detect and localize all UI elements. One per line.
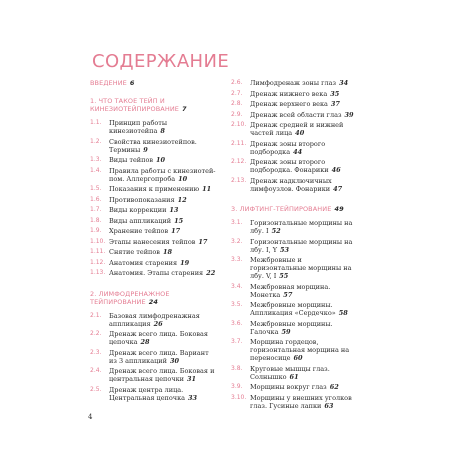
entry-title: Лимфодренаж зоны глаз bbox=[250, 79, 337, 87]
entry-page-number: 46 bbox=[331, 166, 341, 174]
entry-text bbox=[109, 238, 218, 246]
spacer bbox=[90, 280, 218, 290]
entry-text bbox=[250, 79, 359, 87]
toc-entry[interactable] bbox=[90, 119, 218, 135]
entry-text bbox=[250, 140, 359, 156]
toc-entry[interactable] bbox=[231, 90, 359, 98]
entry-text bbox=[250, 219, 359, 235]
entry-page-number: 11 bbox=[202, 185, 212, 193]
entry-text bbox=[250, 238, 359, 254]
entry-title: Снятие тейпов bbox=[109, 248, 160, 256]
entry-title: Этапы нанесения тейпов bbox=[109, 237, 196, 246]
toc-entry[interactable] bbox=[90, 312, 218, 328]
entry-text bbox=[109, 259, 218, 267]
entry-title: Дренаж нижнего века bbox=[250, 89, 328, 98]
entry-title: Базовая лимфодренажная аппликация bbox=[109, 311, 200, 328]
entry-title: Противопоказания bbox=[109, 195, 175, 204]
entry-number: 1.4. bbox=[90, 166, 102, 174]
entry-title: Круговые мышцы глаз. Солнышко bbox=[250, 364, 330, 381]
entry-number: 1.12. bbox=[90, 258, 106, 266]
entry-text bbox=[250, 338, 359, 362]
entry-text bbox=[109, 227, 218, 235]
entry-number: 3.4. bbox=[231, 282, 243, 290]
entry-text bbox=[109, 349, 218, 365]
entry-number: 1.3. bbox=[90, 156, 102, 163]
entry-text bbox=[250, 121, 359, 137]
entry-text bbox=[250, 365, 359, 381]
entry-title: Правила работы с кинезиотей-пом. Аллергопроба bbox=[109, 166, 216, 183]
entry-number: 3.5. bbox=[231, 301, 243, 308]
entry-number: 3.9. bbox=[231, 383, 243, 390]
entry-title: Хранение тейпов bbox=[109, 227, 169, 235]
toc-entry[interactable] bbox=[90, 138, 218, 154]
section-title: ЧТО ТАКОЕ ТЕЙП И КИНЕЗИОТЕЙПИРОВАНИЕ bbox=[90, 97, 180, 113]
entry-title: Дренаж всего лица. Боковая и центральная цепочки bbox=[109, 367, 215, 383]
entry-number: 2.2. bbox=[90, 330, 102, 337]
toc-entry[interactable] bbox=[90, 185, 218, 193]
entry-text bbox=[250, 100, 359, 108]
entry-page-number: 57 bbox=[283, 290, 293, 299]
section-page-number: 7 bbox=[182, 105, 187, 113]
entry-text bbox=[109, 167, 218, 183]
entry-page-number: 35 bbox=[330, 89, 340, 98]
entry-title: Свойства кинезиотейпов. Термины bbox=[109, 137, 197, 154]
toc-entry[interactable] bbox=[90, 349, 218, 365]
entry-title: Горизонтальные морщины на лбу. I bbox=[250, 219, 353, 235]
section-title: ЛИФТИНГ-ТЕЙПИРОВАНИЕ bbox=[239, 205, 332, 213]
toc-entry[interactable] bbox=[231, 256, 359, 280]
toc-right-column bbox=[231, 79, 359, 412]
entry-page-number: 10 bbox=[156, 156, 166, 164]
entry-number: 2.8. bbox=[231, 100, 243, 107]
toc-entry[interactable] bbox=[231, 158, 359, 174]
toc-entry[interactable] bbox=[90, 206, 218, 214]
toc-entry[interactable] bbox=[231, 140, 359, 156]
toc-entry[interactable] bbox=[90, 156, 218, 164]
entry-page-number: 13 bbox=[169, 206, 179, 214]
entry-title: Дренаж зоны второго подбородка. Фонарики bbox=[250, 158, 329, 174]
entry-text bbox=[250, 256, 359, 280]
toc-entry[interactable] bbox=[231, 177, 359, 193]
entry-page-number: 39 bbox=[344, 110, 354, 119]
entry-number: 1.8. bbox=[90, 216, 102, 224]
entry-number: 2.6. bbox=[231, 79, 243, 86]
section-title: ЛИМФОДРЕНАЖНОЕ ТЕЙПИРОВАНИЕ bbox=[90, 289, 170, 306]
entry-page-number: 53 bbox=[280, 245, 290, 254]
section-number: 3. bbox=[231, 205, 238, 213]
entry-number: 1.11. bbox=[90, 248, 106, 255]
entry-text bbox=[109, 206, 218, 214]
entry-page-number: 40 bbox=[295, 129, 305, 137]
entry-number: 3.3. bbox=[231, 256, 243, 263]
entry-number: 2.10. bbox=[231, 121, 247, 128]
spacer bbox=[90, 87, 218, 97]
entry-number: 3.2. bbox=[231, 237, 243, 245]
entry-page-number: 47 bbox=[333, 184, 343, 193]
entry-number: 1.2. bbox=[90, 137, 102, 145]
entry-page-number: 17 bbox=[198, 237, 208, 246]
entry-number: 2.3. bbox=[90, 348, 102, 356]
section-title: ВВЕДЕНИЕ bbox=[90, 79, 127, 87]
section-page-number: 49 bbox=[334, 205, 344, 213]
entry-text bbox=[109, 386, 218, 402]
section-number: 2. bbox=[90, 289, 97, 298]
toc-entry[interactable] bbox=[90, 238, 218, 246]
entry-number: 3.10. bbox=[231, 393, 247, 401]
entry-text bbox=[250, 301, 359, 317]
entry-title: Дренаж центра лица. Центральная цепочка bbox=[109, 385, 186, 402]
entry-number: 2.13. bbox=[231, 176, 247, 184]
entry-text bbox=[250, 177, 359, 193]
entry-page-number: 10 bbox=[178, 174, 188, 183]
toc-section-heading[interactable] bbox=[90, 97, 218, 113]
entry-page-number: 30 bbox=[169, 356, 179, 365]
toc-entry[interactable] bbox=[231, 320, 359, 336]
entry-title: Межбровная морщина. Монетка bbox=[250, 282, 331, 299]
spacer bbox=[231, 195, 359, 205]
entry-number: 2.12. bbox=[231, 158, 247, 165]
toc-entry[interactable] bbox=[231, 394, 359, 410]
entry-title: Дренаж всего лица. Вариант из 3 аппликаций bbox=[109, 348, 209, 365]
entry-title: Межбровные морщины. Галочка bbox=[250, 319, 333, 336]
entry-text bbox=[250, 383, 359, 391]
entry-title: Анатомия старения bbox=[109, 258, 178, 267]
section-number: 1. bbox=[90, 97, 97, 105]
section-page-number: 24 bbox=[148, 297, 158, 306]
entry-text bbox=[109, 367, 218, 383]
toc-section-heading[interactable] bbox=[90, 290, 218, 306]
toc-entry[interactable] bbox=[231, 219, 359, 235]
entry-title: Виды коррекции bbox=[109, 206, 167, 214]
entry-page-number: 8 bbox=[160, 127, 165, 135]
toc-section-heading[interactable] bbox=[231, 205, 359, 213]
entry-title: Виды тейпов bbox=[109, 156, 154, 164]
entry-title: Виды аппликаций bbox=[109, 216, 172, 225]
toc-entry[interactable] bbox=[90, 196, 218, 204]
entry-page-number: 55 bbox=[279, 272, 289, 280]
entry-number: 3.1. bbox=[231, 219, 243, 226]
entry-page-number: 61 bbox=[289, 372, 299, 381]
page-number: 4 bbox=[88, 413, 93, 421]
entry-page-number: 28 bbox=[140, 338, 150, 346]
entry-page-number: 62 bbox=[329, 383, 339, 391]
entry-page-number: 31 bbox=[187, 375, 197, 383]
entry-text bbox=[109, 196, 218, 204]
toc-entry[interactable] bbox=[231, 301, 359, 317]
entry-number: 3.7. bbox=[231, 338, 243, 345]
entry-title: Горизонтальные морщины на лбу. I, Y bbox=[250, 237, 353, 254]
entry-number: 2.5. bbox=[90, 385, 102, 393]
entry-title: Дренаж надключичных лимфоузлов. Фонарики bbox=[250, 176, 332, 193]
entry-number: 1.5. bbox=[90, 185, 102, 192]
entry-text bbox=[109, 138, 218, 154]
entry-page-number: 18 bbox=[162, 248, 172, 256]
entry-page-number: 63 bbox=[324, 401, 334, 410]
entry-title: Дренаж верхнего века bbox=[250, 100, 328, 108]
entry-title: Морщины у внешних уголков глаз. Гусиные лапки bbox=[250, 393, 352, 410]
toc-entry[interactable] bbox=[90, 269, 218, 277]
entry-page-number: 17 bbox=[171, 227, 181, 235]
toc-entry[interactable] bbox=[90, 227, 218, 235]
entry-page-number: 33 bbox=[188, 393, 198, 402]
entry-title: Анатомия. Этапы старения bbox=[109, 269, 204, 277]
entry-title: Дренаж всего лица. Боковая цепочка bbox=[109, 330, 209, 346]
toc-entry[interactable] bbox=[231, 338, 359, 362]
page-title: СОДЕРЖАНИЕ bbox=[92, 51, 230, 72]
entry-title: Морщины вокруг глаз bbox=[250, 383, 327, 391]
toc-entry[interactable] bbox=[90, 167, 218, 183]
entry-number: 2.4. bbox=[90, 367, 102, 374]
section-page-number: 6 bbox=[129, 79, 135, 87]
entry-text bbox=[109, 330, 218, 346]
entry-number: 2.11. bbox=[231, 139, 247, 147]
entry-page-number: 37 bbox=[330, 100, 340, 108]
entry-number: 1.7. bbox=[90, 206, 102, 213]
entry-page-number: 59 bbox=[281, 327, 291, 336]
entry-page-number: 52 bbox=[271, 227, 281, 235]
entry-text bbox=[250, 158, 359, 174]
toc-entry[interactable] bbox=[231, 100, 359, 108]
entry-title: Морщина гордецов, горизонтальная морщина на переносице bbox=[250, 338, 350, 362]
entry-title: Межбровные морщины. Аппликация «Сердечко» bbox=[250, 301, 336, 317]
entry-page-number: 58 bbox=[338, 309, 348, 317]
entry-page-number: 34 bbox=[339, 79, 349, 87]
entry-text bbox=[109, 119, 218, 135]
toc-entry[interactable] bbox=[231, 238, 359, 254]
entry-number: 2.7. bbox=[231, 89, 243, 97]
toc-entry[interactable] bbox=[90, 217, 218, 225]
toc-entry[interactable] bbox=[90, 367, 218, 383]
entry-number: 3.8. bbox=[231, 364, 243, 372]
toc-left-column bbox=[90, 79, 218, 404]
entry-number: 1.1. bbox=[90, 119, 102, 126]
entry-page-number: 9 bbox=[143, 145, 148, 154]
entry-title: Межбровные и горизонтальные морщины на лбу. V, I bbox=[250, 256, 352, 280]
entry-page-number: 12 bbox=[177, 195, 187, 204]
entry-text bbox=[250, 320, 359, 336]
entry-text bbox=[250, 90, 359, 98]
entry-page-number: 60 bbox=[293, 354, 303, 362]
toc-entry[interactable] bbox=[231, 283, 359, 299]
entry-number: 1.13. bbox=[90, 269, 106, 276]
entry-number: 3.6. bbox=[231, 319, 243, 327]
toc-entry[interactable] bbox=[231, 383, 359, 391]
toc-entry[interactable] bbox=[90, 386, 218, 402]
entry-title: Дренаж всей области глаз bbox=[250, 110, 342, 119]
entry-page-number: 15 bbox=[174, 216, 184, 225]
entry-title: Дренаж зоны второго подбородка bbox=[250, 139, 326, 156]
toc-entry[interactable] bbox=[231, 121, 359, 137]
entry-page-number: 26 bbox=[153, 319, 163, 328]
entry-page-number: 22 bbox=[206, 269, 216, 277]
entry-title: Дренаж средней и нижней частей лица bbox=[250, 121, 344, 137]
entry-text bbox=[109, 248, 218, 256]
entry-text bbox=[109, 217, 218, 225]
toc-entry[interactable] bbox=[231, 365, 359, 381]
toc-entry[interactable] bbox=[231, 79, 359, 87]
entry-text bbox=[250, 394, 359, 410]
toc-entry[interactable] bbox=[231, 111, 359, 119]
entry-text bbox=[250, 283, 359, 299]
entry-number: 1.6. bbox=[90, 195, 102, 203]
entry-title: Показания к применению bbox=[109, 185, 200, 193]
entry-text bbox=[250, 111, 359, 119]
entry-title: Принцип работы кинезиотейпа bbox=[109, 119, 168, 135]
entry-text bbox=[109, 156, 218, 164]
entry-number: 1.9. bbox=[90, 227, 102, 234]
toc-section-heading[interactable] bbox=[90, 79, 218, 87]
toc-entry[interactable] bbox=[90, 248, 218, 256]
entry-number: 2.1. bbox=[90, 311, 102, 319]
entry-page-number: 44 bbox=[293, 147, 303, 156]
entry-text bbox=[109, 312, 218, 328]
toc-entry[interactable] bbox=[90, 330, 218, 346]
entry-page-number: 19 bbox=[180, 258, 190, 267]
toc-entry[interactable] bbox=[90, 259, 218, 267]
entry-text bbox=[109, 269, 218, 277]
entry-number: 2.9. bbox=[231, 110, 243, 118]
entry-number: 1.10. bbox=[90, 237, 106, 245]
entry-text bbox=[109, 185, 218, 193]
